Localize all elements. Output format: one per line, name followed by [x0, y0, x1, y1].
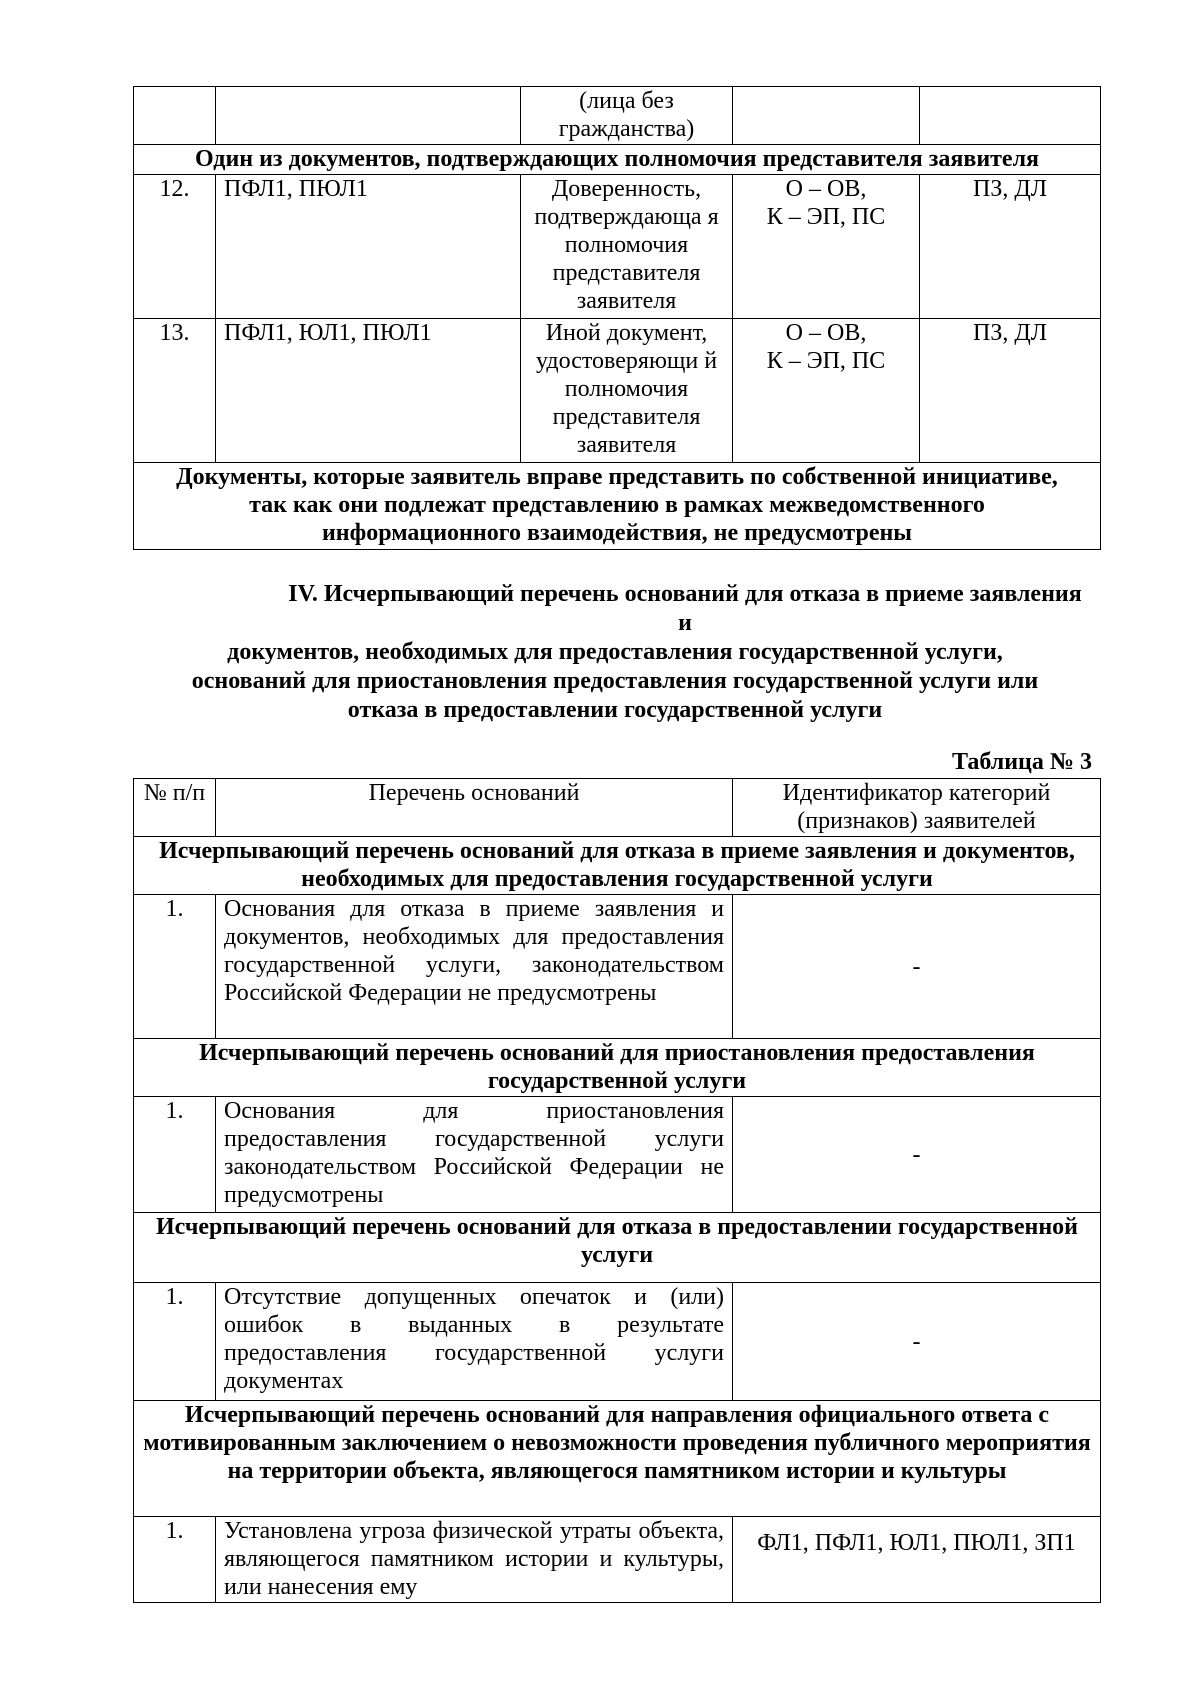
form-copy: К – ЭП, ПС [766, 204, 886, 230]
applicant-identifier: - [733, 895, 1101, 1039]
section-title: Исчерпывающий перечень оснований для направления официального ответа с мотивированным заключением о невозможности проведения публичного мероприятия на территории объекта, являющегося памятником истории и культуры [134, 1401, 1101, 1517]
row-number: 12. [134, 175, 216, 319]
applicant-ids: ПЗ, ДЛ [920, 175, 1101, 319]
grounds-table [133, 778, 1101, 1603]
table-row [134, 1517, 1101, 1603]
header-grounds: Перечень оснований [216, 779, 733, 837]
row-number: 1. [134, 895, 216, 1039]
section-header-row [134, 1039, 1101, 1097]
section-iv-title-line: оснований для приостановления предоставления государственной услуги или [191, 668, 1039, 694]
table-row [134, 1283, 1101, 1401]
section-header-row [134, 463, 1101, 550]
table-row [134, 87, 1101, 145]
ground-text: Установлена угроза физической утраты объекта, являющегося памятником истории и культуры, или нанесения ему [216, 1517, 733, 1603]
documents-table [133, 86, 1101, 550]
applicant-identifier: - [733, 1283, 1101, 1401]
section-header-representative: Один из документов, подтверждающих полномочия представителя заявителя [134, 145, 1101, 175]
footer-note: Документы, которые заявитель вправе представить по собственной инициативе, так как они подлежат представлению в рамках межведомственного информационного взаимодействия, не предусмотрены [134, 463, 1101, 550]
ground-text: Основания для отказа в приеме заявления и документов, необходимых для предоставления государственной услуги, законодательством Российской Федерации не предусмотрены [216, 895, 733, 1039]
table-row [134, 319, 1101, 463]
section-header-row [134, 1401, 1101, 1517]
submission-form [733, 87, 920, 145]
section-title: Исчерпывающий перечень оснований для отказа в предоставлении государственной услуги [134, 1213, 1101, 1283]
header-number: № п/п [134, 779, 216, 837]
table-row [134, 175, 1101, 319]
ground-text: Основания для приостановления предоставления государственной услуги законодательством Российской Федерации не предусмотрены [216, 1097, 733, 1213]
row-number: 1. [134, 1097, 216, 1213]
section-title: Исчерпывающий перечень оснований для приостановления предоставления государственной услуги [134, 1039, 1101, 1097]
section-iv-title-line: документов, необходимых для предоставления государственной услуги, [227, 639, 1003, 665]
form-original: О – ОВ, [785, 320, 867, 346]
row-number: 1. [134, 1517, 216, 1603]
applicant-categories: ПФЛ1, ЮЛ1, ПЮЛ1 [216, 319, 521, 463]
applicant-ids: ПЗ, ДЛ [920, 319, 1101, 463]
submission-form [733, 319, 920, 463]
applicant-ids [920, 87, 1101, 145]
row-number [134, 87, 216, 145]
applicant-categories [216, 87, 521, 145]
section-header-row [134, 145, 1101, 175]
applicant-identifier: ФЛ1, ПФЛ1, ЮЛ1, ПЮЛ1, ЗП1 [733, 1517, 1101, 1603]
table-row [134, 1097, 1101, 1213]
ground-text: Отсутствие допущенных опечаток и (или) ошибок в выданных в результате предоставления государственной услуги документах [216, 1283, 733, 1401]
applicant-identifier: - [733, 1097, 1101, 1213]
section-title: Исчерпывающий перечень оснований для отказа в приеме заявления и документов, необходимых для предоставления государственной услуги [134, 837, 1101, 895]
applicant-categories: ПФЛ1, ПЮЛ1 [216, 175, 521, 319]
document-name: Иной документ, удостоверяющи й полномочия представителя заявителя [521, 319, 733, 463]
document-name: (лица без гражданства) [521, 87, 733, 145]
section-iv-title [140, 580, 1090, 725]
document-name: Доверенность, подтверждающа я полномочия представителя заявителя [521, 175, 733, 319]
section-iv-title-line: отказа в предоставлении государственной услуги [347, 697, 883, 723]
row-number: 13. [134, 319, 216, 463]
submission-form [733, 175, 920, 319]
section-header-row [134, 1213, 1101, 1283]
table-row [134, 895, 1101, 1039]
section-header-row [134, 837, 1101, 895]
table-header-row [134, 779, 1101, 837]
table-label: Таблица № 3 [951, 749, 1092, 775]
header-identifier: Идентификатор категорий (признаков) заявителей [733, 779, 1101, 837]
section-iv-title-line: IV. Исчерпывающий перечень оснований для отказа в приеме заявления и [288, 581, 1082, 636]
form-original: О – ОВ, [785, 176, 867, 202]
form-copy: К – ЭП, ПС [766, 348, 886, 374]
row-number: 1. [134, 1283, 216, 1401]
